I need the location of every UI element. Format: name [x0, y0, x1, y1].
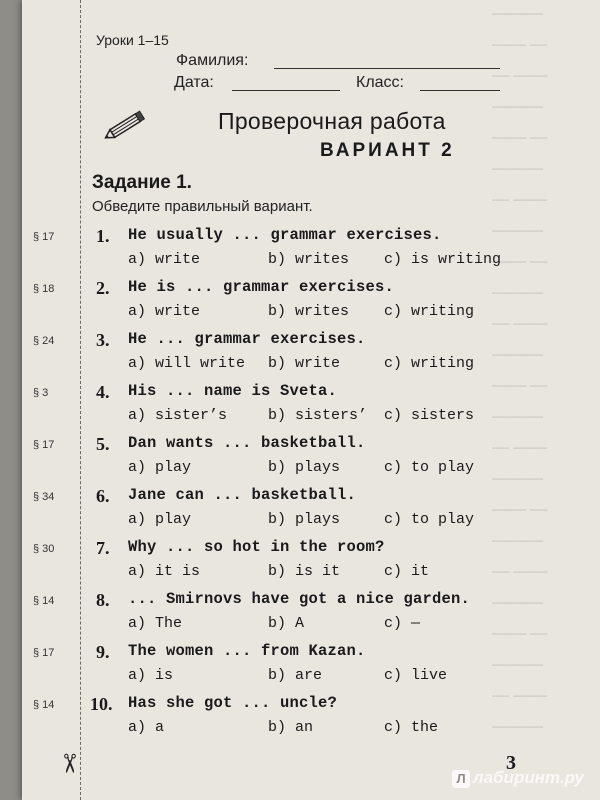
option-a[interactable]: a) will write	[128, 355, 246, 372]
option-b[interactable]: b) writes	[268, 251, 350, 268]
question-number: 10.	[90, 694, 113, 714]
option-a[interactable]: a) it is	[128, 563, 201, 580]
option-c[interactable]: c) to play	[384, 459, 475, 476]
option-c[interactable]: c) —	[384, 615, 421, 632]
question-text: He usually ... grammar exercises.	[128, 226, 442, 244]
section-ref: § 14	[33, 595, 55, 607]
option-c[interactable]: c) is writing	[384, 251, 502, 268]
question-text: Has she got ... uncle?	[128, 694, 338, 712]
question-number: 5.	[96, 434, 110, 454]
question-number: 3.	[96, 330, 110, 350]
section-ref: § 17	[33, 439, 55, 451]
option-a[interactable]: a) play	[128, 459, 192, 476]
option-a[interactable]: a) play	[128, 511, 192, 528]
option-c[interactable]: c) writing	[384, 355, 475, 372]
section-ref: § 18	[33, 283, 55, 295]
question-number: 9.	[96, 642, 110, 662]
question-3	[22, 330, 600, 382]
option-c[interactable]: c) writing	[384, 303, 475, 320]
question-number: 2.	[96, 278, 110, 298]
option-c[interactable]: c) the	[384, 719, 439, 736]
option-a[interactable]: a) write	[128, 303, 201, 320]
question-text: He is ... grammar exercises.	[128, 278, 395, 296]
scissors-icon: ✂	[54, 752, 85, 775]
page-number: 3	[506, 752, 516, 774]
option-a[interactable]: a) write	[128, 251, 201, 268]
lessons-label: Уроки 1–15	[96, 32, 169, 48]
question-number: 1.	[96, 226, 110, 246]
question-8	[22, 590, 600, 642]
question-4	[22, 382, 600, 434]
section-ref: § 3	[33, 387, 49, 399]
watermark-logo-icon: Л	[452, 770, 470, 788]
option-b[interactable]: b) is it	[268, 563, 341, 580]
question-number: 4.	[96, 382, 110, 402]
option-a[interactable]: a) is	[128, 667, 174, 684]
question-text: His ... name is Sveta.	[128, 382, 338, 400]
task-title: Задание 1.	[92, 172, 192, 193]
question-text: ... Smirnovs have got a nice garden.	[128, 590, 471, 608]
option-b[interactable]: b) plays	[268, 459, 341, 476]
section-ref: § 17	[33, 647, 55, 659]
question-10	[22, 694, 600, 746]
question-text: Jane can ... basketball.	[128, 486, 357, 504]
question-5	[22, 434, 600, 486]
question-text: Why ... so hot in the room?	[128, 538, 385, 556]
option-b[interactable]: b) A	[268, 615, 305, 632]
date-label: Дата:	[174, 74, 214, 91]
question-7	[22, 538, 600, 590]
task-instruction: Обведите правильный вариант.	[92, 198, 313, 215]
question-number: 8.	[96, 590, 110, 610]
option-b[interactable]: b) an	[268, 719, 314, 736]
question-9	[22, 642, 600, 694]
option-b[interactable]: b) sisters’	[268, 407, 368, 424]
workbook-page	[22, 0, 600, 800]
pencil-icon	[102, 108, 152, 142]
option-c[interactable]: c) live	[384, 667, 448, 684]
question-text: Dan wants ... basketball.	[128, 434, 366, 452]
option-b[interactable]: b) are	[268, 667, 323, 684]
option-a[interactable]: a) a	[128, 719, 165, 736]
option-b[interactable]: b) writes	[268, 303, 350, 320]
section-ref: § 34	[33, 491, 55, 503]
question-text: The women ... from Kazan.	[128, 642, 366, 660]
section-ref: § 30	[33, 543, 55, 555]
option-c[interactable]: c) sisters	[384, 407, 475, 424]
question-number: 6.	[96, 486, 110, 506]
option-b[interactable]: b) write	[268, 355, 341, 372]
option-c[interactable]: c) to play	[384, 511, 475, 528]
date-line[interactable]	[232, 90, 340, 91]
surname-label: Фамилия:	[176, 52, 249, 69]
option-a[interactable]: a) The	[128, 615, 183, 632]
section-ref: § 17	[33, 231, 55, 243]
page-title: Проверочная работа	[218, 108, 446, 134]
watermark-text: лабиринт.ру	[473, 768, 584, 787]
question-text: He ... grammar exercises.	[128, 330, 366, 348]
question-6	[22, 486, 600, 538]
question-2	[22, 278, 600, 330]
option-c[interactable]: c) it	[384, 563, 430, 580]
section-ref: § 14	[33, 699, 55, 711]
section-ref: § 24	[33, 335, 55, 347]
watermark	[452, 768, 584, 788]
variant-label: ВАРИАНТ 2	[320, 140, 455, 161]
option-b[interactable]: b) plays	[268, 511, 341, 528]
question-1	[22, 226, 600, 278]
class-label: Класс:	[356, 74, 404, 91]
question-number: 7.	[96, 538, 110, 558]
surname-line[interactable]	[274, 68, 500, 69]
bleed-through-text: ——— —— — — —— ——— —— — ——— — —— ——— —— — ——— — —— ——— —— — ——— — —— ——— —— — ——— — —— ——— —— — ——— — —— ———	[492, 3, 548, 735]
option-a[interactable]: a) sister’s	[128, 407, 228, 424]
class-line[interactable]	[420, 90, 500, 91]
